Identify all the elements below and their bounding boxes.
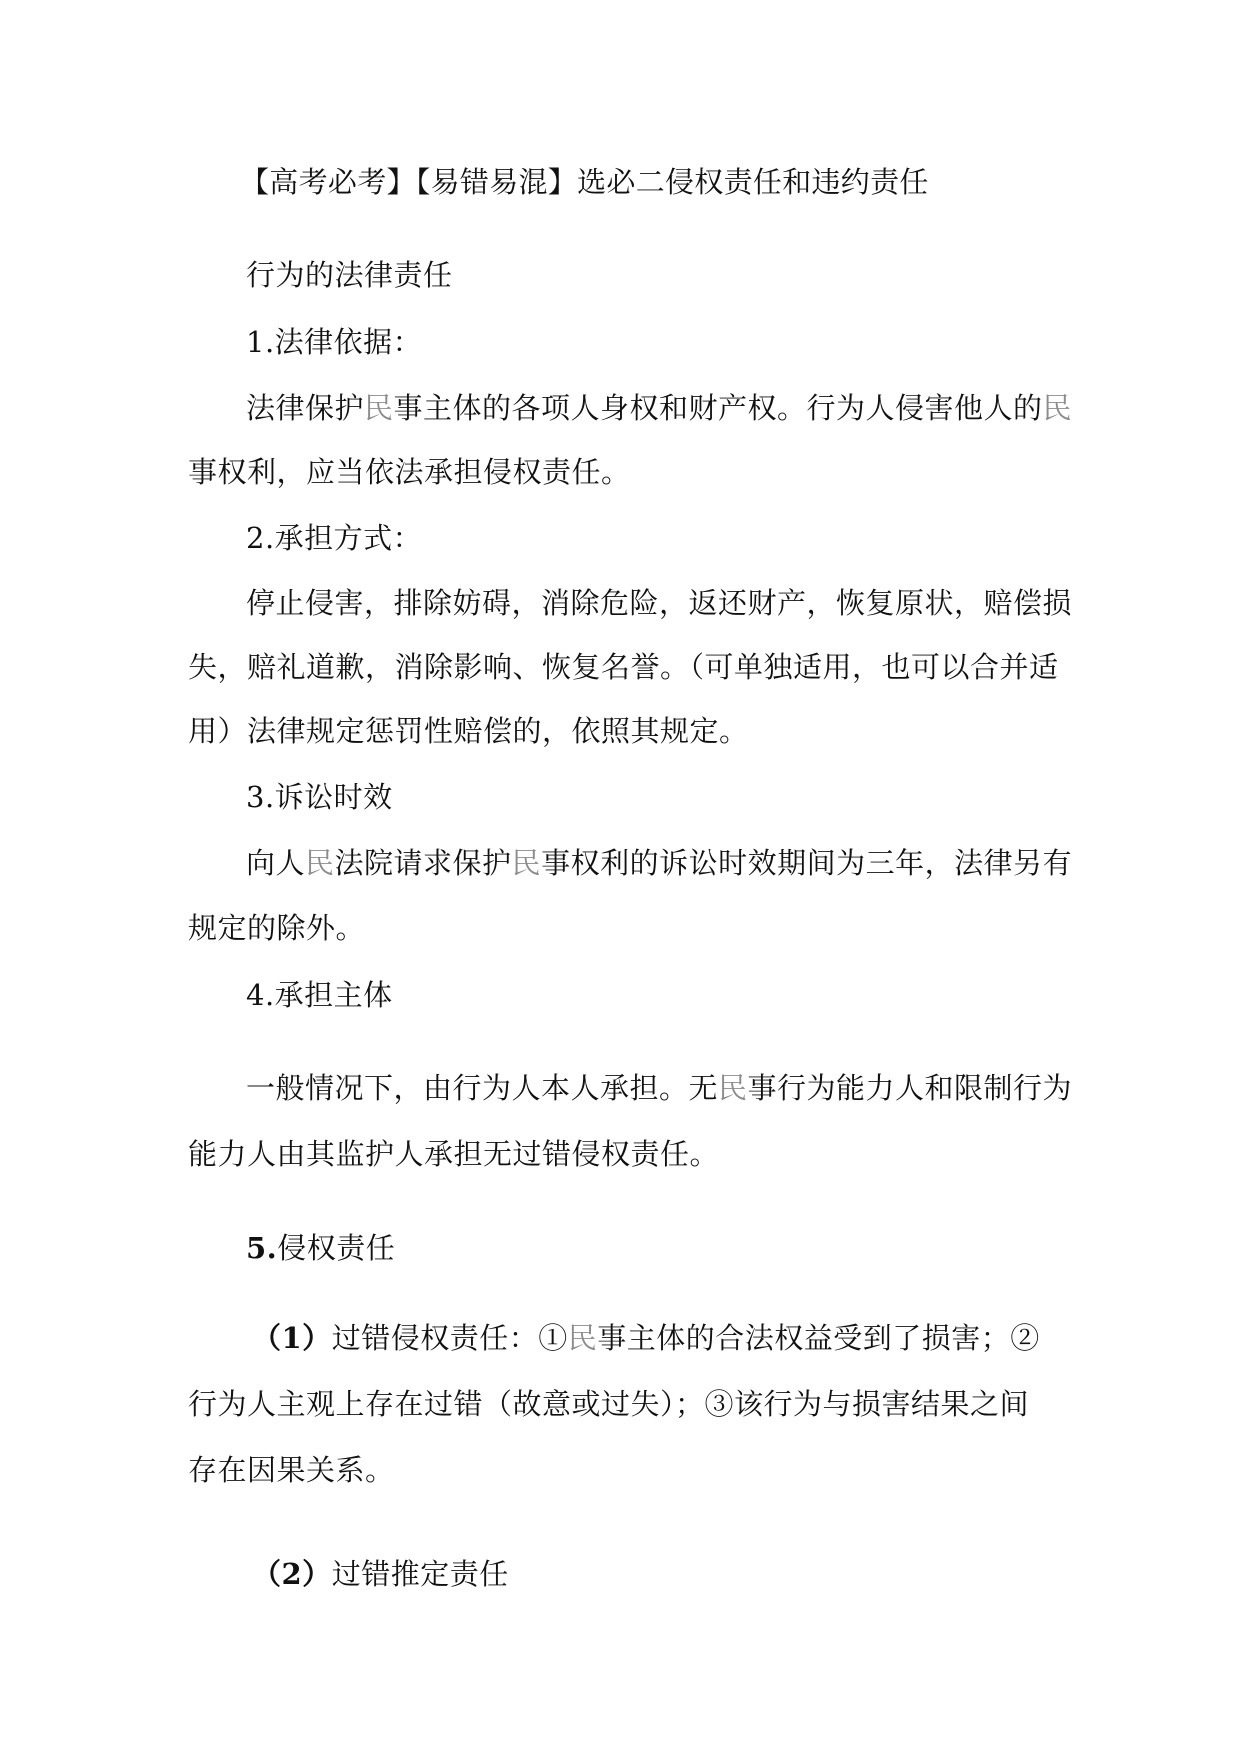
section-5-item-1-line-3: 存在因果关系。 xyxy=(188,1453,395,1487)
section-3-label: 3.诉讼时效 xyxy=(246,780,393,814)
section-1-paragraph-line-2: 事权利，应当依法承担侵权责任。 xyxy=(188,455,631,489)
section-5-item-1-line-2: 行为人主观上存在过错（故意或过失）；③该行为与损害结果之间 xyxy=(188,1387,1030,1421)
section-5-item-1-line-1: （1）过错侵权责任：①民事主体的合法权益受到了损害；② xyxy=(252,1321,1040,1355)
section-4-paragraph-line-2: 能力人由其监护人承担无过错侵权责任。 xyxy=(188,1137,720,1171)
section-4-paragraph-line-1: 一般情况下，由行为人本人承担。无民事行为能力人和限制行为 xyxy=(246,1071,1073,1105)
document-title: 【高考必考】【易错易混】选必二侵权责任和违约责任 xyxy=(240,165,929,199)
section-1-label: 1.法律依据： xyxy=(246,325,423,359)
section-2-paragraph-line-1: 停止侵害，排除妨碍，消除危险，返还财产，恢复原状，赔偿损 xyxy=(246,586,1073,620)
section-2-paragraph-line-3: 用）法律规定惩罚性赔偿的，依照其规定。 xyxy=(188,714,749,748)
section-4-label: 4.承担主体 xyxy=(246,978,393,1012)
section-heading: 行为的法律责任 xyxy=(246,258,453,292)
section-2-label: 2.承担方式： xyxy=(246,521,423,555)
section-2-paragraph-line-2: 失，赔礼道歉，消除影响、恢复名誉。（可单独适用，也可以合并适 xyxy=(188,650,1059,684)
section-3-paragraph-line-1: 向人民法院请求保护民事权利的诉讼时效期间为三年，法律另有 xyxy=(246,846,1073,880)
section-3-paragraph-line-2: 规定的除外。 xyxy=(188,911,366,945)
section-5-label: 5.侵权责任 xyxy=(246,1231,396,1265)
section-5-item-2: （2）过错推定责任 xyxy=(252,1557,509,1591)
section-1-paragraph-line-1: 法律保护民事主体的各项人身权和财产权。行为人侵害他人的民 xyxy=(246,391,1073,425)
